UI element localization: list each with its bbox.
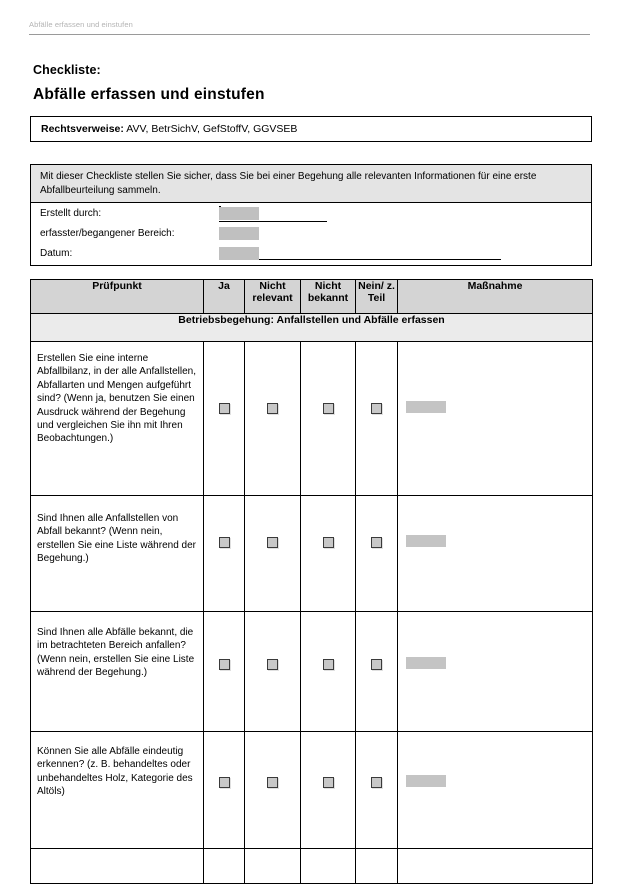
checklist-table-wrapper [30, 279, 592, 884]
page-title: Abfälle erfassen und einstufen [33, 86, 265, 103]
page-kicker: Checkliste: [33, 63, 101, 77]
form-underline-erstellt-durch [219, 221, 327, 222]
checkbox-icon[interactable] [323, 537, 334, 548]
question-text: Sind Ihnen alle Anfallstellen von Abfall bekannt? (Wenn nein, erstellen Sie eine Liste während der Begehung.) [31, 496, 204, 612]
form-underline-datum [219, 259, 501, 260]
form-row-datum [31, 245, 591, 265]
column-header-ja: Ja [204, 280, 245, 314]
table-section-row [31, 314, 593, 342]
checkbox-icon[interactable] [323, 777, 334, 788]
checkbox-cell-nein-z-teil[interactable] [356, 732, 398, 849]
checkbox-cell-nicht-bekannt[interactable] [301, 342, 356, 496]
form-row-erstellt-durch [31, 205, 591, 225]
massnahme-cell[interactable] [398, 496, 593, 612]
checkbox-cell-nicht-bekannt[interactable] [301, 612, 356, 732]
massnahme-cell[interactable] [398, 342, 593, 496]
form-input-erstellt-durch[interactable] [219, 207, 259, 220]
massnahme-cell[interactable] [398, 612, 593, 732]
question-text: Erstellen Sie eine interne Abfallbilanz, in der alle Anfallstellen, Abfallarten und Mengen aufgeführt sind? (Wenn ja, benutzen Sie einen Ausdruck während der Begehung und vergleichen Sie ihn mit Ihren Beobachtungen.) [31, 342, 204, 496]
running-header-title: Abfälle erfassen und einstufen [29, 20, 133, 29]
checkbox-cell-nicht-bekannt[interactable] [301, 849, 356, 884]
form-row-bereich [31, 225, 591, 245]
checkbox-icon[interactable] [371, 403, 382, 414]
checkbox-cell-nein-z-teil[interactable] [356, 496, 398, 612]
massnahme-input[interactable] [406, 401, 446, 413]
checkbox-icon[interactable] [219, 659, 230, 670]
intro-text: Mit dieser Checkliste stellen Sie sicher, dass Sie bei einer Begehung alle relevanten Informationen für eine erste Abfallbeurteilung sammeln. [40, 171, 537, 196]
question-text: Sind Ihnen alle Abfälle bekannt, die im betrachteten Bereich anfallen? (Wenn nein, erstellen Sie eine Liste während der Begehung.) [31, 612, 204, 732]
massnahme-input[interactable] [406, 657, 446, 669]
massnahme-input[interactable] [406, 775, 446, 787]
legal-references-value: AVV, BetrSichV, GefStoffV, GGVSEB [123, 123, 298, 135]
checkbox-icon[interactable] [267, 659, 278, 670]
checkbox-cell-ja[interactable] [204, 342, 245, 496]
table-header-row [31, 280, 593, 314]
checkbox-icon[interactable] [219, 403, 230, 414]
massnahme-input[interactable] [406, 535, 446, 547]
form-input-datum[interactable] [219, 247, 259, 260]
question-text [31, 849, 204, 884]
checkbox-cell-nicht-relevant[interactable] [245, 612, 301, 732]
question-text: Können Sie alle Abfälle eindeutig erkennen? (z. B. behandeltes oder unbehandeltes Holz, Kategorie des Altöls) [31, 732, 204, 849]
checklist-table [30, 279, 593, 884]
column-header-nein-z-teil: Nein/ z. Teil [356, 280, 398, 314]
intro-text-band [31, 165, 591, 203]
checkbox-icon[interactable] [219, 777, 230, 788]
form-input-bereich[interactable] [219, 227, 259, 240]
checkbox-icon[interactable] [219, 537, 230, 548]
table-section-title: Betriebsbegehung: Anfallstellen und Abfälle erfassen [31, 314, 593, 342]
checkbox-icon[interactable] [371, 537, 382, 548]
checkbox-cell-ja[interactable] [204, 732, 245, 849]
checkbox-icon[interactable] [371, 659, 382, 670]
table-row [31, 849, 593, 884]
table-row [31, 342, 593, 496]
column-header-nicht-bekannt: Nicht bekannt [301, 280, 356, 314]
column-header-pruefpunkt: Prüfpunkt [31, 280, 204, 314]
table-row [31, 612, 593, 732]
checkbox-cell-nicht-relevant[interactable] [245, 496, 301, 612]
form-label-erstellt-durch: Erstellt durch: [40, 208, 102, 219]
checkbox-cell-nicht-bekannt[interactable] [301, 496, 356, 612]
checkbox-icon[interactable] [267, 537, 278, 548]
legal-references-label: Rechtsverweise: [41, 123, 124, 135]
table-row [31, 496, 593, 612]
header-divider [29, 34, 590, 35]
checkbox-cell-nicht-relevant[interactable] [245, 342, 301, 496]
checkbox-cell-nicht-bekannt[interactable] [301, 732, 356, 849]
checkbox-icon[interactable] [323, 659, 334, 670]
table-row [31, 732, 593, 849]
checkbox-cell-ja[interactable] [204, 496, 245, 612]
massnahme-cell[interactable] [398, 732, 593, 849]
checkbox-cell-nicht-relevant[interactable] [245, 732, 301, 849]
checkbox-cell-ja[interactable] [204, 612, 245, 732]
checkbox-cell-nein-z-teil[interactable] [356, 342, 398, 496]
checkbox-cell-ja[interactable] [204, 849, 245, 884]
column-header-massnahme: Maßnahme [398, 280, 593, 314]
legal-references-box [30, 116, 592, 142]
checkbox-icon[interactable] [267, 777, 278, 788]
checkbox-icon[interactable] [371, 777, 382, 788]
column-header-nicht-relevant: Nicht relevant [245, 280, 301, 314]
checkbox-cell-nicht-relevant[interactable] [245, 849, 301, 884]
intro-form-box [30, 164, 592, 266]
checkbox-cell-nein-z-teil[interactable] [356, 849, 398, 884]
checkbox-icon[interactable] [323, 403, 334, 414]
form-label-bereich: erfasster/begangener Bereich: [40, 228, 175, 239]
checkbox-icon[interactable] [267, 403, 278, 414]
page-running-header [0, 0, 619, 36]
massnahme-cell[interactable] [398, 849, 593, 884]
form-field-group [31, 205, 591, 265]
checkbox-cell-nein-z-teil[interactable] [356, 612, 398, 732]
form-label-datum: Datum: [40, 248, 73, 259]
legal-references-text [41, 123, 297, 135]
